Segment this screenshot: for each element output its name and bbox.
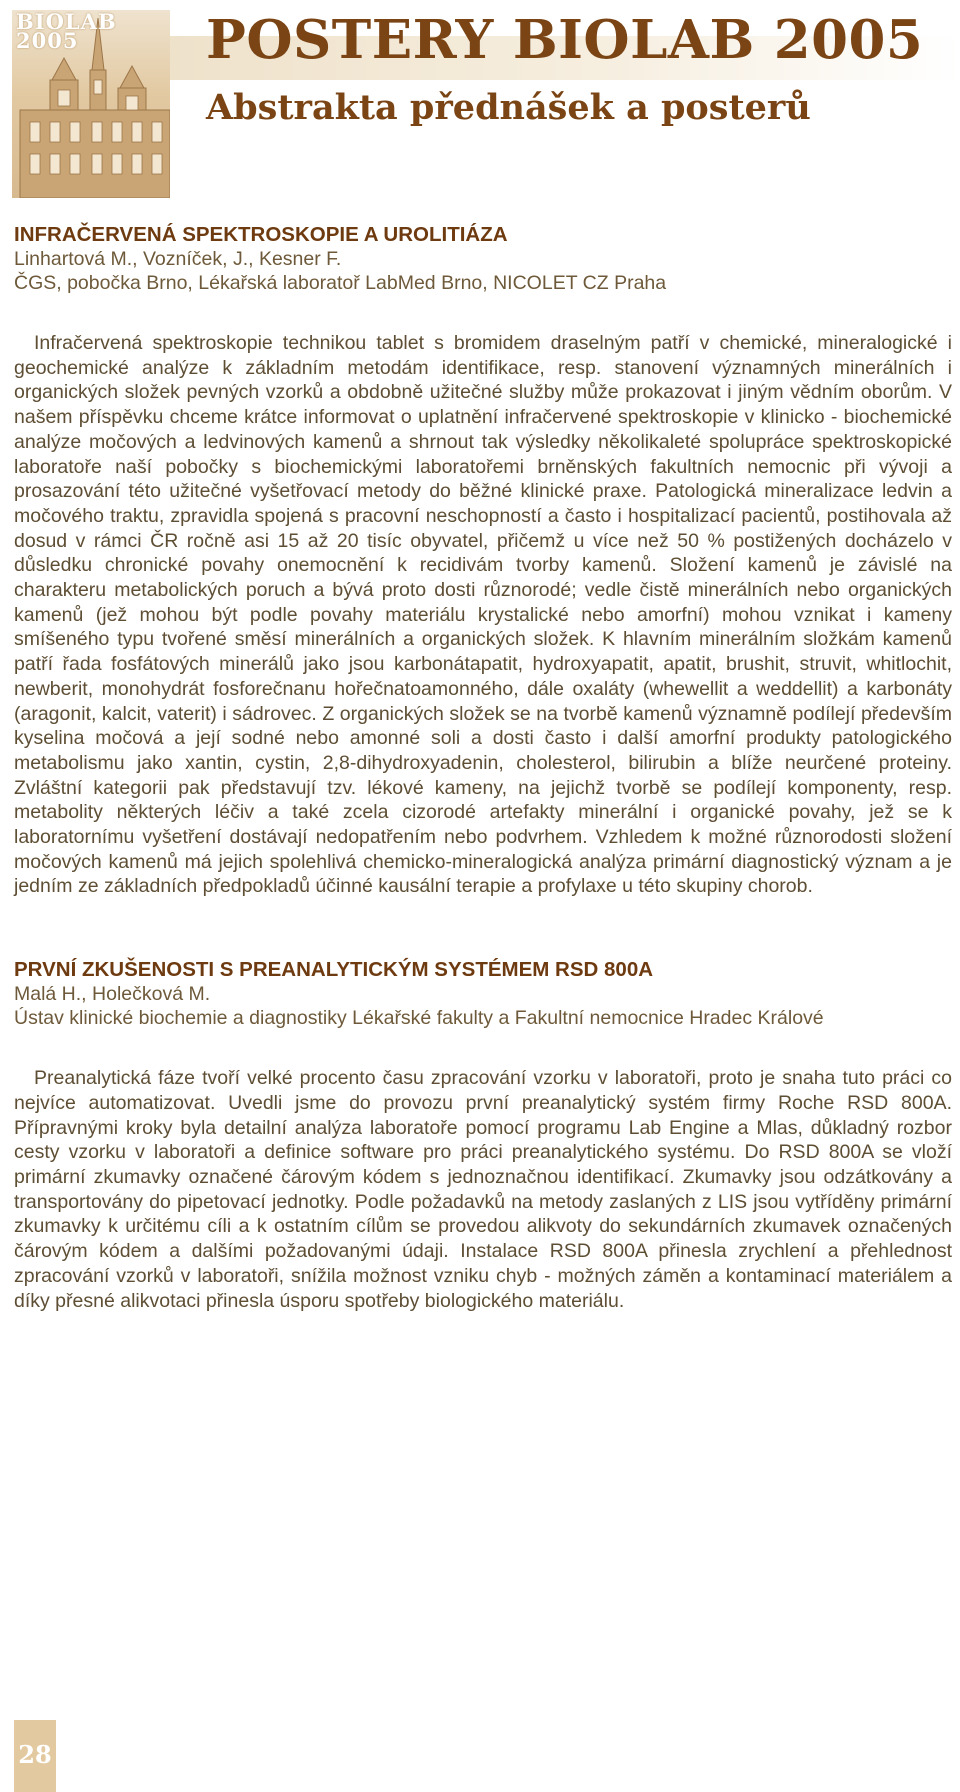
abstract-body: Infračervená spektroskopie technikou tablet s bromidem draselným patří v chemické, mineralogické i geochemické analýze k základním metodám identifikace, resp. stanovení významných minerálních i organických složek pevných vzorků a obdobně užitečné služby může prokazovat i jiným vědním oborům. V našem příspěvku chceme krátce informovat o uplatnění infračervené spektroskopie v klinicko - biochemické analýze močových a ledvinových kamenů a shrnout tak výsledky několikaleté spolupráce spektroskopické laboratoře naší pobočky s biochemickými laboratořemi brněnských fakultních nemocnic při vývoji a prosazování této užitečné vyšetřovací metody do běžné klinické praxe. Patologická mineralizace ledvin a močového traktu, zpravidla spojená s pracovní neschopností a často i hospitalizací pacientů, postihovala až dosud v rámci ČR ročně asi 15 až 20 tisíc obyvatel, přičemž u více než 50 % postižených docházelo v důsledku chronické povahy onemocnění k recidivám tvorby kamenů. Složení kamenů je závislé na charakteru metabolických poruch a bývá proto dosti různorodé; vedle čistě minerálních nebo organických kamenů (jež mohou být podle povahy materiálu krystalické nebo amorfní) mohou vznikat i kameny smíšeného typu tvořené směsí minerálních a organických složek. K hlavním minerálním složkám kamenů patří řada fosfátových minerálů jako jsou karbonátapatit, hydroxyapatit, apatit, brushit, struvit, whitlochit, newberit, monohydrát fosforečnanu hořečnatoamonného, dále oxaláty (whewellit a weddellit) a karbonáty (aragonit, kalcit, vaterit) i sádrovec. Z organických složek se na tvorbě kamenů významně podílejí především kyselina močová a její sodné nebo amonné soli a dosti často i další amorfní produkty patologického metabolismu jako xantin, cystin, 2,8-dihydroxyadenin, cholesterol, bilirubin a blíže neurčené proteiny. Zvláštní kategorii pak představují tzv. lékové kameny, na jejichž tvorbě se podílejí komponenty, resp. metabolity některých léčiv a také zcela cizorodé artefakty minerální i organické povahy, jež se k laboratornímu vyšetření dostávají nedopatřením nebo podvrhem. Vzhledem k možné různorodosti složení močových kamenů má jejich spolehlivá chemicko-mineralogická analýza primární diagnostický význam a je jedním ze základních předpokladů účinné kausální terapie a profylaxe u této skupiny chorob. [14,332,952,898]
abstract-affiliation: Ústav klinické biochemie a diagnostiky Lékařské fakulty a Fakultní nemocnice Hradec Králové [14,1007,824,1030]
abstract-authors: Malá H., Holečková M. [14,983,211,1006]
abstract-infrared-spectroscopy [14,222,952,899]
page-title: POSTERY BIOLAB 2005 [206,9,924,71]
logo-text: BIOLAB 2005 [16,10,117,53]
page-number-badge [14,1720,56,1792]
abstracts-content [14,222,952,1313]
biolab-logo [12,10,170,198]
abstract-preanalytical-system [14,957,952,1313]
abstract-body: Preanalytická fáze tvoří velké procento času zpracování vzorku v laboratoři, proto je snaha tuto práci co nejvíce automatizovat. Uvedli jsme do provozu první preanalytický systém firmy Roche RSD 800A. Přípravnými kroky byla detailní analýza laboratoře pomocí programu Lab Engine a Mlas, důkladný rozbor cesty vzorku v laboratoři a definice software pro práci preanalytického systému. Do RSD 800A se vloží primární zkumavky označené čárovým kódem s jednoznačnou identifikací. Zkumavky jsou odzátkovány a transportovány do pipetovací jednotky. Podle požadavků na metody zaslaných z LIS jsou vytříděny primární zkumavky k určitému cíli a k ostatním cílům se provedou alikvoty do sekundárních zkumavek označených čárovým kódem a dalšími požadovanými údaji. Instalace RSD 800A přinesla zrychlení a přehlednost zpracování vzorků v laboratoři, snížila možnost vzniku chyb - možných záměn a kontaminací materiálem a díky přesné alikvotaci přinesla úsporu spotřeby biologického materiálu. [14,1067,952,1312]
page-subtitle: Abstrakta přednášek a posterů [206,87,811,128]
page-number: 28 [18,1740,52,1769]
page-header [0,0,960,200]
abstract-title: PRVNÍ ZKUŠENOSTI S PREANALYTICKÝM SYSTÉMEM RSD 800A [14,958,654,982]
abstract-authors: Linhartová M., Vozníček, J., Kesner F. [14,248,342,270]
abstract-title: INFRAČERVENÁ SPEKTROSKOPIE A UROLITIÁZA [14,223,508,246]
abstract-affiliation: ČGS, pobočka Brno, Lékařská laboratoř LabMed Brno, NICOLET CZ Praha [14,272,667,294]
